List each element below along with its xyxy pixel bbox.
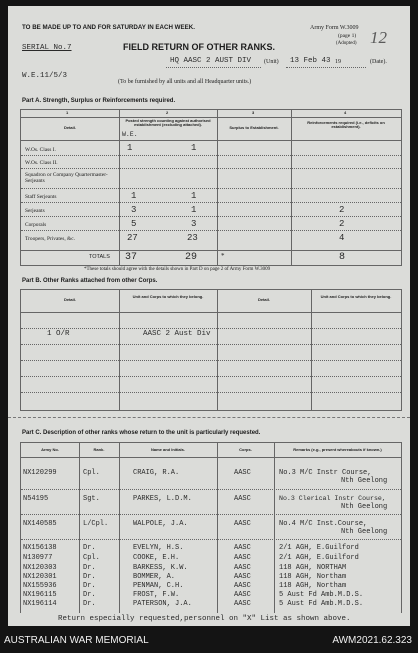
part-a-reinforcement-value: 4 [339, 233, 345, 243]
part-c-name: PARKES, L.D.M. [133, 495, 192, 503]
part-c-rank: Dr. [83, 600, 96, 608]
form-reference: Army Form W.3009 [310, 25, 359, 31]
part-a-col-establishment: Posted strength counting against authorised establishment (excluding attached). [125, 118, 211, 128]
part-c-col-corps: Corps. [239, 447, 252, 452]
part-c-army-number: NX120299 [23, 469, 57, 477]
page-reference: (page 1) [338, 33, 357, 39]
part-a-total-establishment: 29 [185, 252, 198, 263]
part-c-remarks: No.4 M/C Inst.Course, [279, 520, 368, 528]
date-value: 13 Feb 43 [290, 57, 331, 65]
part-c-rank: Dr. [83, 591, 96, 599]
part-c-army-number: N130977 [23, 554, 53, 562]
part-c-army-number: NX120303 [23, 564, 57, 572]
adopted-note: (Adopted) [336, 41, 357, 46]
part-c-rank: Sgt. [83, 495, 100, 503]
part-c-remarks: 118 AGH, NORTHAM [279, 564, 347, 572]
part-a-table [20, 109, 402, 266]
part-a-col-reinforcements: Reinforcements required (i.e., deficits on establishment). [307, 120, 385, 130]
archive-accession-number: AWM2021.62.323 [332, 635, 412, 646]
part-c-name: CRAIG, R.A. [133, 469, 180, 477]
part-a-establishment-value: 1 [191, 143, 197, 153]
part-c-army-number: NX120301 [23, 573, 57, 581]
part-c-army-number: NX140585 [23, 520, 57, 528]
part-c-remarks-continued: Nth Geelong [341, 477, 388, 485]
archive-caption [0, 632, 418, 650]
part-c-name: PENMAN, C.H. [133, 582, 184, 590]
part-c-rank: Cpl. [83, 554, 100, 562]
part-c-corps: AASC [234, 495, 251, 503]
archive-name: AUSTRALIAN WAR MEMORIAL [4, 635, 149, 646]
part-c-remarks: 2/1 AGH, E.Guilford [279, 544, 359, 552]
part-b-detail-entry: 1 O/R [47, 330, 70, 338]
part-a-footnote: *These totals should agree with the details shown in Part D on page 2 of Army Form W.3009 [84, 267, 271, 272]
part-c-corps: AASC [234, 469, 251, 477]
part-a-posted-value: 5 [131, 219, 137, 229]
part-c-army-number: NX196114 [23, 600, 57, 608]
part-c-name: COOKE, E.H. [133, 554, 180, 562]
part-c-corps: AASC [234, 600, 251, 608]
form-title: FIELD RETURN OF OTHER RANKS. [123, 42, 275, 52]
part-c-remarks: 5 Aust Fd Amb.M.D.S. [279, 600, 364, 608]
year-prefix: 19 [335, 59, 341, 65]
part-a-posted-value: 27 [127, 233, 138, 243]
part-a-col-number-2: 2 [166, 110, 169, 115]
part-c-army-number: N54195 [23, 495, 49, 503]
part-c-rank: Cpl. [83, 469, 100, 477]
part-a-row-label: Serjeants [25, 208, 45, 214]
part-a-col-number-1: 1 [66, 110, 69, 115]
part-c-remarks: No.3 Clerical Instr Course, [279, 495, 386, 502]
part-c-rank: Dr. [83, 573, 96, 581]
part-b-col-detail-right: Detail. [257, 297, 270, 302]
part-b-unit-entry: AASC 2 Aust Div [143, 330, 211, 338]
part-c-name: FROST, F.W. [133, 591, 180, 599]
part-a-establishment-value: 1 [191, 191, 197, 201]
part-c-remarks: 5 Aust Fd Amb.M.D.S. [279, 591, 364, 599]
unit-label: (Unit) [264, 59, 279, 65]
part-b-col-unit-right: Unit and Corps to which they belong. [320, 294, 392, 299]
part-a-row-label: Staff Serjeants [25, 194, 57, 200]
part-c-corps: AASC [234, 564, 251, 572]
part-c-heading: Part C. Description of other ranks whose return to the unit is particularly requested. [22, 430, 261, 436]
form-subtitle: (To be furnished by all units and all Headquarter units.) [118, 79, 252, 85]
part-b-table [20, 289, 402, 411]
part-a-reinforcement-value: 2 [339, 205, 345, 215]
serial-number: SERIAL No.7 [22, 44, 72, 52]
part-c-col-remarks: Remarks (e.g., present whereabouts if known.) [293, 447, 382, 452]
part-b-col-unit-left: Unit and Corps to which they belong. [132, 294, 204, 299]
part-a-row-label: W.Os. Class I. [25, 147, 56, 153]
part-c-corps: AASC [234, 554, 251, 562]
part-c-rank: Dr. [83, 544, 96, 552]
part-c-name: BARKESS, K.W. [133, 564, 188, 572]
part-a-establishment-value: 1 [191, 205, 197, 215]
part-a-establishment-value: 23 [187, 233, 198, 243]
part-c-army-number: NX156138 [23, 544, 57, 552]
part-c-corps: AASC [234, 591, 251, 599]
war-establishment-mark: W.E. [122, 131, 138, 138]
part-a-col-surplus: Surplus to Establishment. [229, 125, 279, 130]
part-a-total-reinforcements: 8 [339, 252, 346, 263]
part-a-posted-value: 1 [127, 143, 133, 153]
part-c-army-number: NX155936 [23, 582, 57, 590]
part-a-heading: Part A. Strength, Surplus or Reinforcements required. [22, 98, 176, 104]
part-c-remarks: 118 AGH, Northam [279, 573, 347, 581]
part-a-establishment-value: 3 [191, 219, 197, 229]
handwritten-folio-number: 12 [370, 28, 387, 47]
part-b-col-detail-left: Detail. [63, 297, 76, 302]
part-c-remarks-continued: Nth Geelong [341, 528, 388, 536]
war-establishment-reference: W.E.11/5/3 [22, 72, 68, 80]
part-a-posted-value: 3 [131, 205, 137, 215]
part-c-col-name: Name and Initials. [150, 447, 185, 452]
form-instruction: TO BE MADE UP TO AND FOR SATURDAY IN EACH WEEK. [22, 24, 195, 31]
part-c-name: BOMMER, A. [133, 573, 176, 581]
date-label: (Date). [370, 59, 387, 65]
part-a-totals-label: TOTALS [89, 254, 110, 260]
part-c-remarks: 118 AGH, Northam [279, 582, 347, 590]
part-c-rank: Dr. [83, 564, 96, 572]
part-c-remarks: 2/1 AGH, E.Guilford [279, 554, 359, 562]
part-a-total-posted: 37 [125, 252, 138, 263]
part-c-col-number: Army No. [41, 447, 59, 452]
part-c-remarks: No.3 M/C Instr Course, [279, 469, 372, 477]
part-c-corps: AASC [234, 573, 251, 581]
part-a-col-number-4: 4 [344, 110, 347, 115]
part-c-corps: AASC [234, 520, 251, 528]
part-b-heading: Part B. Other Ranks attached from other Corps. [22, 278, 158, 284]
part-a-col-number-3: 3 [252, 110, 255, 115]
perforation-line [8, 417, 410, 418]
part-c-rank: L/Cpl. [83, 520, 109, 528]
part-c-corps: AASC [234, 582, 251, 590]
part-c-col-rank: Rank. [93, 447, 105, 452]
part-a-posted-value: 1 [131, 191, 137, 201]
part-c-corps: AASC [234, 544, 251, 552]
part-a-row-label: Squadron or Company Quartermaster-Serjeants [25, 172, 108, 184]
return-request-note: Return especially requested,personnel on "X" List as shown above. [58, 615, 351, 623]
part-a-total-surplus-mark: * [221, 252, 225, 260]
part-c-table [20, 442, 402, 613]
part-a-row-label: Troopers, Privates, &c. [25, 236, 75, 242]
part-c-name: EVELYN, H.S. [133, 544, 184, 552]
part-c-remarks-continued: Nth Geelong [341, 503, 388, 511]
field-return-form [8, 6, 410, 626]
unit-value: HQ AASC 2 AUST DIV [170, 57, 252, 65]
part-c-name: PATERSON, J.A. [133, 600, 192, 608]
part-a-row-label: Corporals [25, 222, 47, 228]
part-c-rank: Dr. [83, 582, 96, 590]
part-c-name: WALPOLE, J.A. [133, 520, 188, 528]
part-a-col-detail: Detail. [63, 125, 76, 130]
part-c-army-number: NX196115 [23, 591, 57, 599]
part-a-reinforcement-value: 2 [339, 219, 345, 229]
part-a-row-label: W.Os. Class II. [25, 160, 58, 166]
